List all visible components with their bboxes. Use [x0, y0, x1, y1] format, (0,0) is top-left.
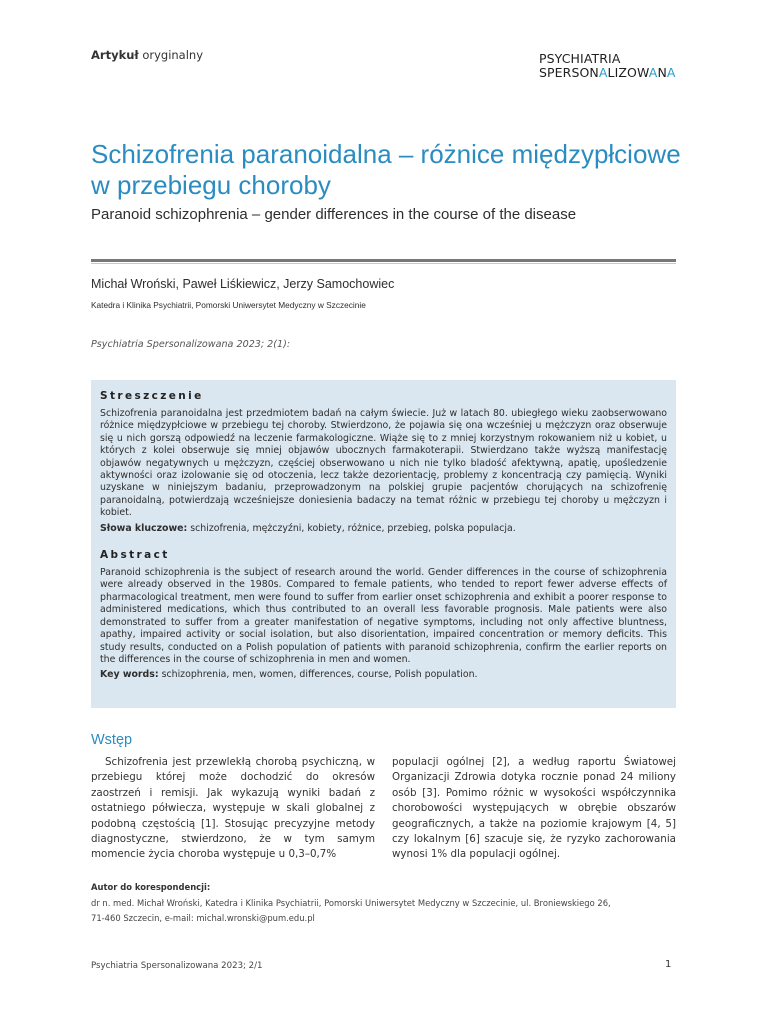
title-divider-thin: [91, 263, 676, 264]
abstract-en-heading: Abstract: [100, 549, 170, 562]
correspondence-label: Autor do korespondencji:: [91, 882, 211, 892]
correspondence-email: 71-460 Szczecin, e-mail: michal.wronski@pum.edu.pl: [91, 913, 315, 923]
title-divider: [91, 259, 676, 262]
footer-journal: Psychiatria Spersonalizowana 2023; 2/1: [91, 961, 263, 971]
abstract-pl-heading: Streszczenie: [100, 390, 204, 402]
keywords-en-values: schizophrenia, men, women, differences, course, Polish population.: [158, 669, 478, 681]
journal-logo: [539, 52, 676, 80]
keywords-en: [100, 669, 667, 681]
author-list: Michał Wroński, Paweł Liśkiewicz, Jerzy Samochowiec: [91, 277, 395, 291]
abstract-box: [91, 380, 676, 708]
page-number: 1: [665, 959, 672, 970]
keywords-pl-values: schizofrenia, mężczyźni, kobiety, różnice, przebieg, polska populacja.: [187, 522, 516, 534]
logo-line-1: PSYCHIATRIA: [539, 51, 621, 66]
article-type-bold: Artykuł: [91, 48, 139, 62]
article-type-label: [91, 48, 203, 62]
article-title: Schizofrenia paranoidalna – różnice międzypłciowe w przebiegu choroby: [91, 139, 681, 200]
correspondence-address: dr n. med. Michał Wroński, Katedra i Klinika Psychiatrii, Pomorski Uniwersytet Medyczny w Szczecinie, ul. Broniewskiego 26,: [91, 898, 611, 908]
author-affiliation: Katedra i Klinika Psychiatrii, Pomorski Uniwersytet Medyczny w Szczecinie: [91, 300, 366, 310]
article-subtitle: Paranoid schizophrenia – gender differences in the course of the disease: [91, 206, 577, 223]
logo-line-2: SPERSONALIZOWANA: [539, 65, 676, 80]
abstract-en-text: Paranoid schizophrenia is the subject of research around the world. Gender differences in the course of schizophrenia were already observed in the 1980s. Compared to female patients, who tended to report fewer adverse effects of pharmacological treatment, men were found to suffer from earlier onset schizophrenia and exhibit a poorer response to administered medications, which thus contributed to an overall less favorable prognosis. Male patients were also demonstrated to suffer from a greater manifestation of negative symptoms, including not only affective bluntness, apathy, impaired activity or social isolation, but also disorientation, impaired concentration or memory deficits. This study results, conducted on a Polish population of patients with paranoid schizophrenia, confirm the earlier reports on the differences in the course of schizophrenia in men and women.: [100, 567, 667, 665]
section-heading-introduction: Wstęp: [91, 732, 133, 748]
article-type-rest: oryginalny: [138, 48, 204, 62]
body-column-right: populacji ogólnej [2], a według raportu Światowej Organizacji Zdrowia dotyka rocznie ponad 24 miliony osób [3]. Pomimo różnic w wysokości współczynnika chorobowości występujących w obrębie obszarów geograficznych, a także na poziomie krajowym [4, 5] czy lokalnym [6] szacuje się, że ryzyko zachorowania wynosi 1% dla populacji ogólnej.: [392, 756, 676, 861]
journal-citation: Psychiatria Spersonalizowana 2023; 2(1):: [91, 339, 291, 350]
keywords-pl: [100, 523, 667, 535]
keywords-en-label: Key words:: [100, 669, 159, 681]
abstract-pl-text: Schizofrenia paranoidalna jest przedmiotem badań na całym świecie. Już w latach 80. ubiegłego wieku zaobserwowano różnice międzypłciowe w przebiegu tej choroby. Stwierdzono, że pojawia się ona wcześniej u mężczyzn oraz obserwuje się u nich gorszą odpowiedź na leczenie farmakologiczne. Wiąże się to z mniej korzystnym rokowaniem niż u kobiet, u których z kolei obserwuje się mniej objawów ubocznych farmakoterapii. Stwierdzano także wyższą manifestację objawów negatywnych u mężczyzn, częściej obserwowano u nich nie tylko bladość afektywną, apatię, upośledzenie aktywności oraz izolowanie się od otoczenia, lecz także dezorientację, problemy z koncentracją czy pamięcią. Wyniki uzyskane w niniejszym badaniu, przeprowadzonym na polskiej grupie pacjentów chorujących na schizofrenię paranoidalną, potwierdzają wcześniejsze doniesienia badaczy na temat różnic w przebiegu tej choroby u mężczyzn i kobiet.: [100, 408, 667, 519]
body-column-left: Schizofrenia jest przewlekłą chorobą psychiczną, w przebiegu której może dochodzić do okresów zaostrzeń i remisji. Jak wykazują wyniki badań z ostatniego półwiecza, występuje w skali globalnej z podobną częstością [1]. Stosując precyzyjne metody diagnostyczne, stwierdzono, że w tym samym momencie życia choroba występuje u 0,3–0,7%: [91, 756, 375, 861]
keywords-pl-label: Słowa kluczowe:: [100, 522, 188, 534]
